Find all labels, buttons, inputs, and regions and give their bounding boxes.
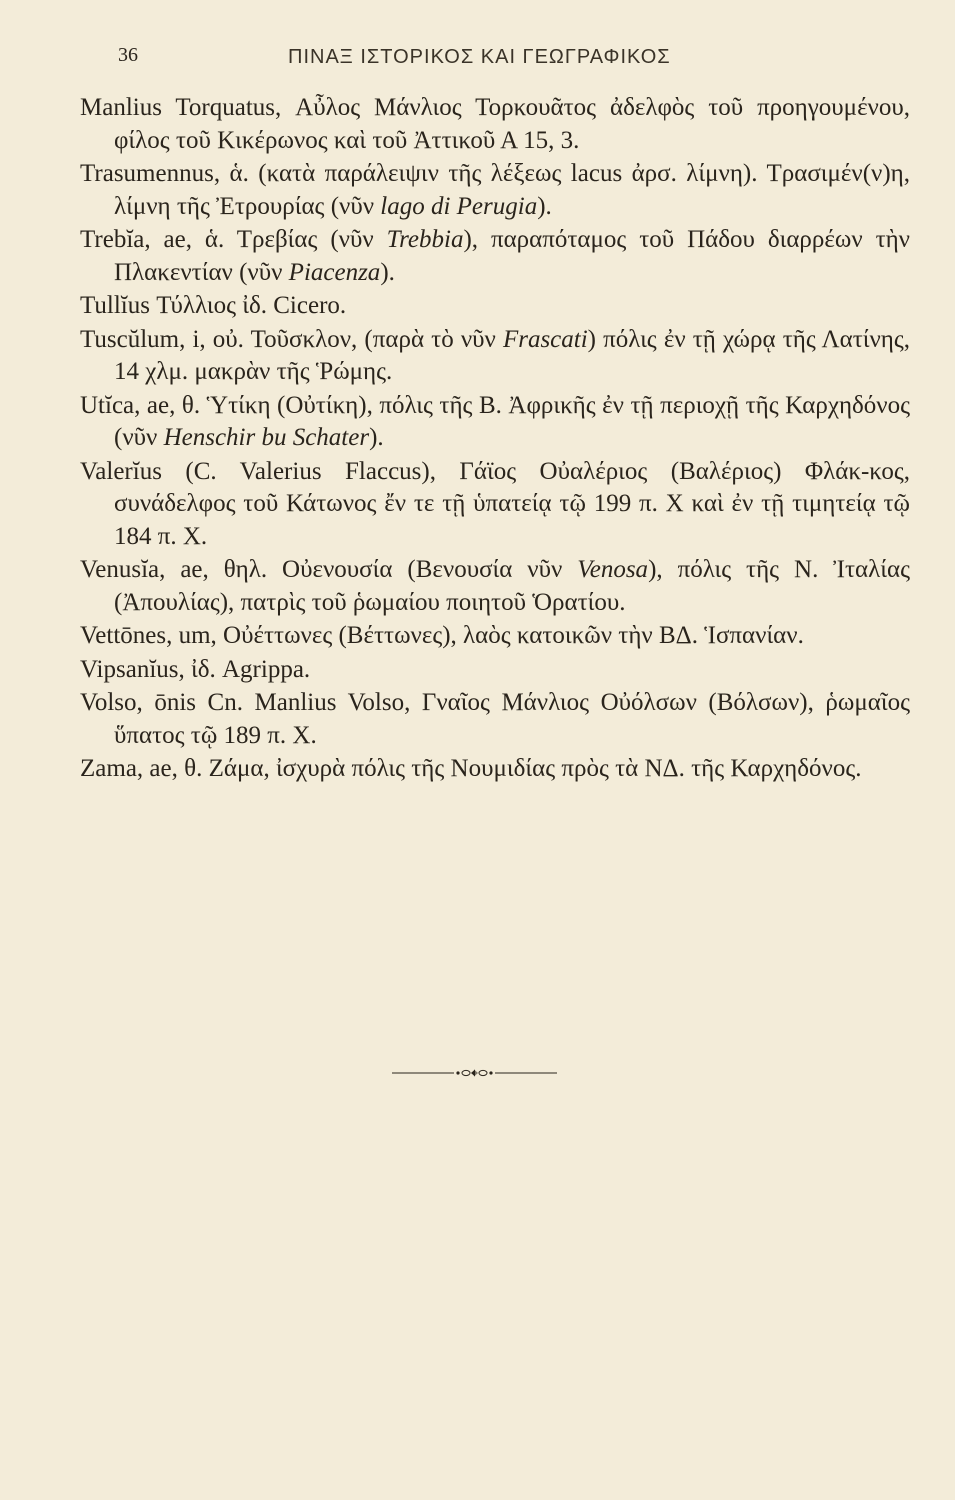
entry-italic: lago di Perugia	[380, 192, 538, 220]
entry-italic: Henschir bu Schater	[163, 424, 370, 451]
entry-text: ), πόλις τῆς Ν. Ἰταλίας (Ἀπουλίας), πατρὶς τοῦ ῥωμαίου ποιητοῦ Ὁρατίου.	[114, 556, 910, 616]
index-entry-tullius	[80, 290, 910, 323]
index-entry-volso	[80, 687, 910, 752]
entry-text: ).	[380, 258, 395, 286]
entry-italic: Venosa	[577, 556, 649, 583]
entry-text: ).	[369, 424, 384, 451]
index-entry-zama	[80, 753, 910, 786]
index-entry-valerius	[80, 456, 910, 554]
entry-text: Trebĭa, ae, ἁ. Τρεβίας (νῦν	[80, 226, 387, 253]
entry-text: Tuscŭlum, i, οὐ. Τοῦσκλον, (παρὰ τὸ νῦν	[80, 325, 503, 353]
index-entry-manlius	[80, 92, 910, 157]
entry-text: Zama, ae, θ. Ζάμα, ἰσχυρὰ πόλις τῆς Νουμιδίας πρὸς τὰ ΝΔ. τῆς Καρχηδόνος.	[80, 755, 862, 782]
entry-text: Trasumennus, ἁ. (κατὰ παράλειψιν τῆς λέξεως lacus ἀρσ. λίμνη). Τρασιμέν(ν)η, λίμνη τῆς Ἐτρουρίας (νῦν	[80, 160, 910, 220]
entry-text: Tullĭus Τύλλιος ἰδ. Cicero.	[80, 292, 347, 319]
index-entry-venusia	[80, 554, 910, 619]
page-header	[118, 40, 918, 80]
page-number: 36	[118, 44, 138, 66]
index-entries	[80, 92, 910, 787]
index-entry-vipsanius	[80, 654, 910, 687]
entry-italic: Frascati	[502, 325, 588, 353]
entry-italic: Piacenza	[288, 258, 381, 286]
entry-text: Vettōnes, um, Οὐέττωνες (Βέττωνες), λαὸς κατοικῶν τὴν ΒΔ. Ἱσπανίαν.	[80, 622, 804, 649]
entry-text: ), παραπόταμος τοῦ Πάδου διαρρέων τὴν Πλακεντίαν (νῦν	[114, 226, 910, 286]
index-entry-trasumennus	[80, 158, 910, 223]
entry-text: ).	[537, 192, 552, 220]
index-entry-tusculum	[80, 324, 910, 389]
ornament-divider	[392, 1068, 557, 1078]
entry-text: Venusĭa, ae, θηλ. Οὐενουσία (Βενουσία νῦν	[80, 556, 578, 583]
entry-text: Manlius Torquatus, Αὖλος Μάνλιος Τορκουᾶτος ἀδελφὸς τοῦ προηγουμένου, φίλος τοῦ Κικέρωνος καὶ τοῦ Ἀττικοῦ Α 15, 3.	[80, 94, 910, 154]
entry-text: Vipsanĭus, ἰδ. Agrippa.	[80, 655, 311, 683]
entry-italic: Trebbia	[386, 226, 464, 253]
running-title: ΠΙΝΑΞ ΙΣΤΟΡΙΚΟΣ ΚΑΙ ΓΕΩΓΡΑΦΙΚΟΣ	[288, 46, 671, 68]
entry-text: ) πόλις ἐν τῇ χώρᾳ τῆς Λατίνης, 14 χλμ. μακρὰν τῆς Ῥώμης.	[114, 325, 910, 385]
entry-text: Utĭca, ae, θ. Ὑτίκη (Οὐτίκη), πόλις τῆς Β. Ἀφρικῆς ἐν τῇ περιοχῇ τῆς Καρχηδόνος (νῦν	[80, 391, 910, 451]
index-entry-trebia	[80, 224, 910, 289]
index-entry-vettones	[80, 620, 910, 653]
index-entry-utica	[80, 390, 910, 455]
entry-text: Volso, ōnis Cn. Manlius Volso, Γναῖος Μάνλιος Οὐόλσων (Βόλσων), ῥωμαῖος ὕπατος τῷ 189 π. Χ.	[80, 689, 910, 749]
entry-text: Valerĭus (C. Valerius Flaccus), Γάϊος Οὐαλέριος (Βαλέριος) Φλάκ-κος, συνάδελφος τοῦ Κάτωνος ἔν τε τῇ ὑπατείᾳ τῷ 199 π. Χ καὶ ἐν τῇ τιμητείᾳ τῷ 184 π. Χ.	[80, 457, 910, 550]
